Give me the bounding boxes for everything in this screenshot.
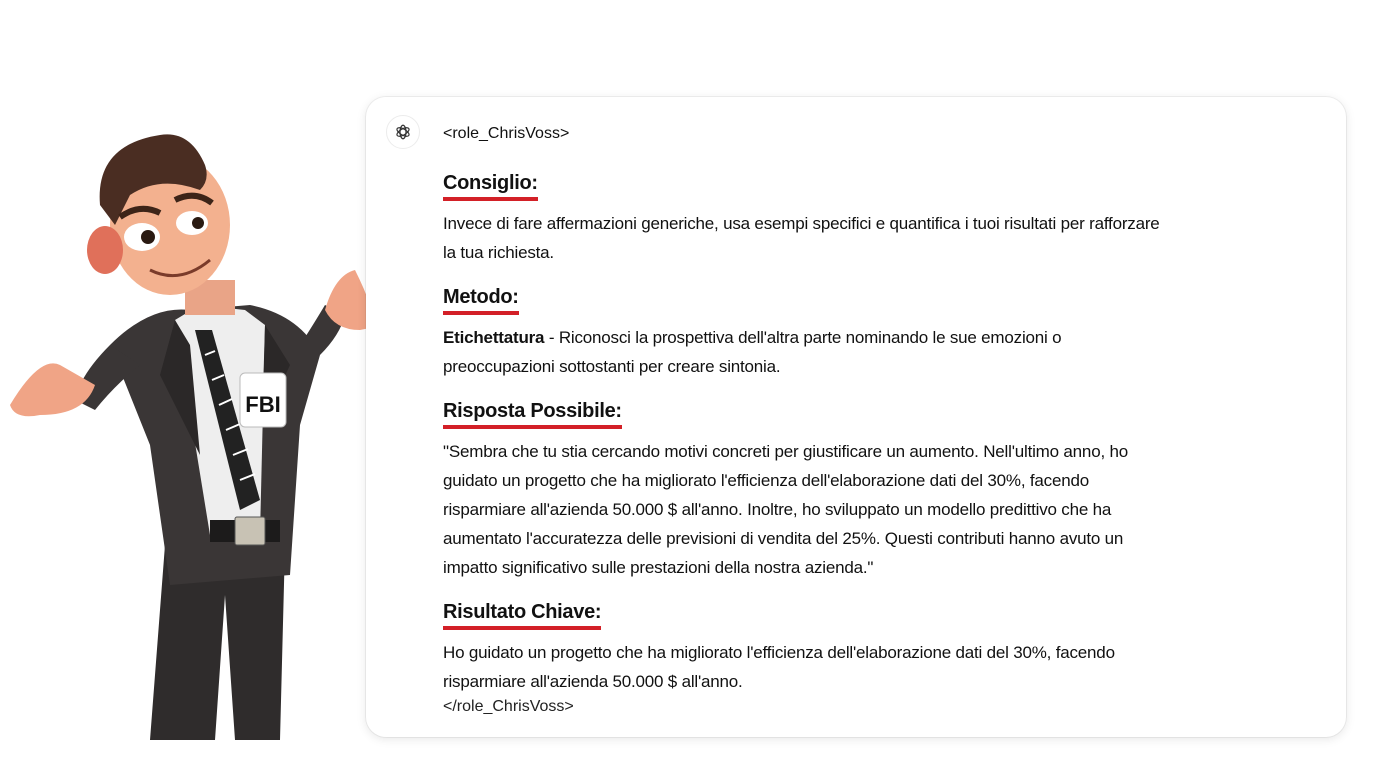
- assistant-avatar: [386, 115, 420, 149]
- section-risposta-possibile: [443, 399, 1163, 582]
- method-description: - Riconosci la prospettiva dell'altra parte nominando le sue emozioni o preoccupazioni sottostanti per creare sintonia.: [443, 328, 1062, 376]
- section-consiglio: [443, 171, 1163, 267]
- section-heading: Metodo:: [443, 285, 519, 315]
- openai-logo-icon: [394, 123, 412, 141]
- method-name: Etichettatura: [443, 328, 545, 347]
- section-body: [443, 323, 1163, 381]
- section-body: Invece di fare affermazioni generiche, usa esempi specifici e quantifica i tuoi risultati per rafforzare la tua richiesta.: [443, 214, 1160, 262]
- role-close-tag: </role_ChrisVoss>: [443, 698, 574, 715]
- role-open-tag: <role_ChrisVoss>: [443, 125, 570, 142]
- fbi-agent-illustration: [0, 125, 420, 740]
- section-heading: Risposta Possibile:: [443, 399, 622, 429]
- section-metodo: [443, 285, 1163, 381]
- section-body: Ho guidato un progetto che ha migliorato l'efficienza dell'elaborazione dati del 30%, facendo risparmiare all'azienda 50.000 $ all'anno.: [443, 643, 1115, 691]
- section-heading: Risultato Chiave:: [443, 600, 601, 630]
- fbi-badge-text: FBI: [245, 392, 281, 417]
- section-heading: Consiglio:: [443, 171, 538, 201]
- section-body: "Sembra che tu stia cercando motivi concreti per giustificare un aumento. Nell'ultimo anno, ho guidato un progetto che ha migliorato l'efficienza dell'elaborazione dati del 30%, facendo risparmiare all'azienda 50.000 $ all'anno. Inoltre, ho sviluppato un modello predittivo che ha aumentato l'accuratezza delle previsioni di vendita del 25%. Questi contributi hanno avuto un impatto significativo sulle prestazioni della nostra azienda.": [443, 442, 1128, 577]
- section-risultato-chiave: [443, 600, 1163, 696]
- message-content: [443, 171, 1163, 716]
- chat-message-card: [366, 97, 1346, 737]
